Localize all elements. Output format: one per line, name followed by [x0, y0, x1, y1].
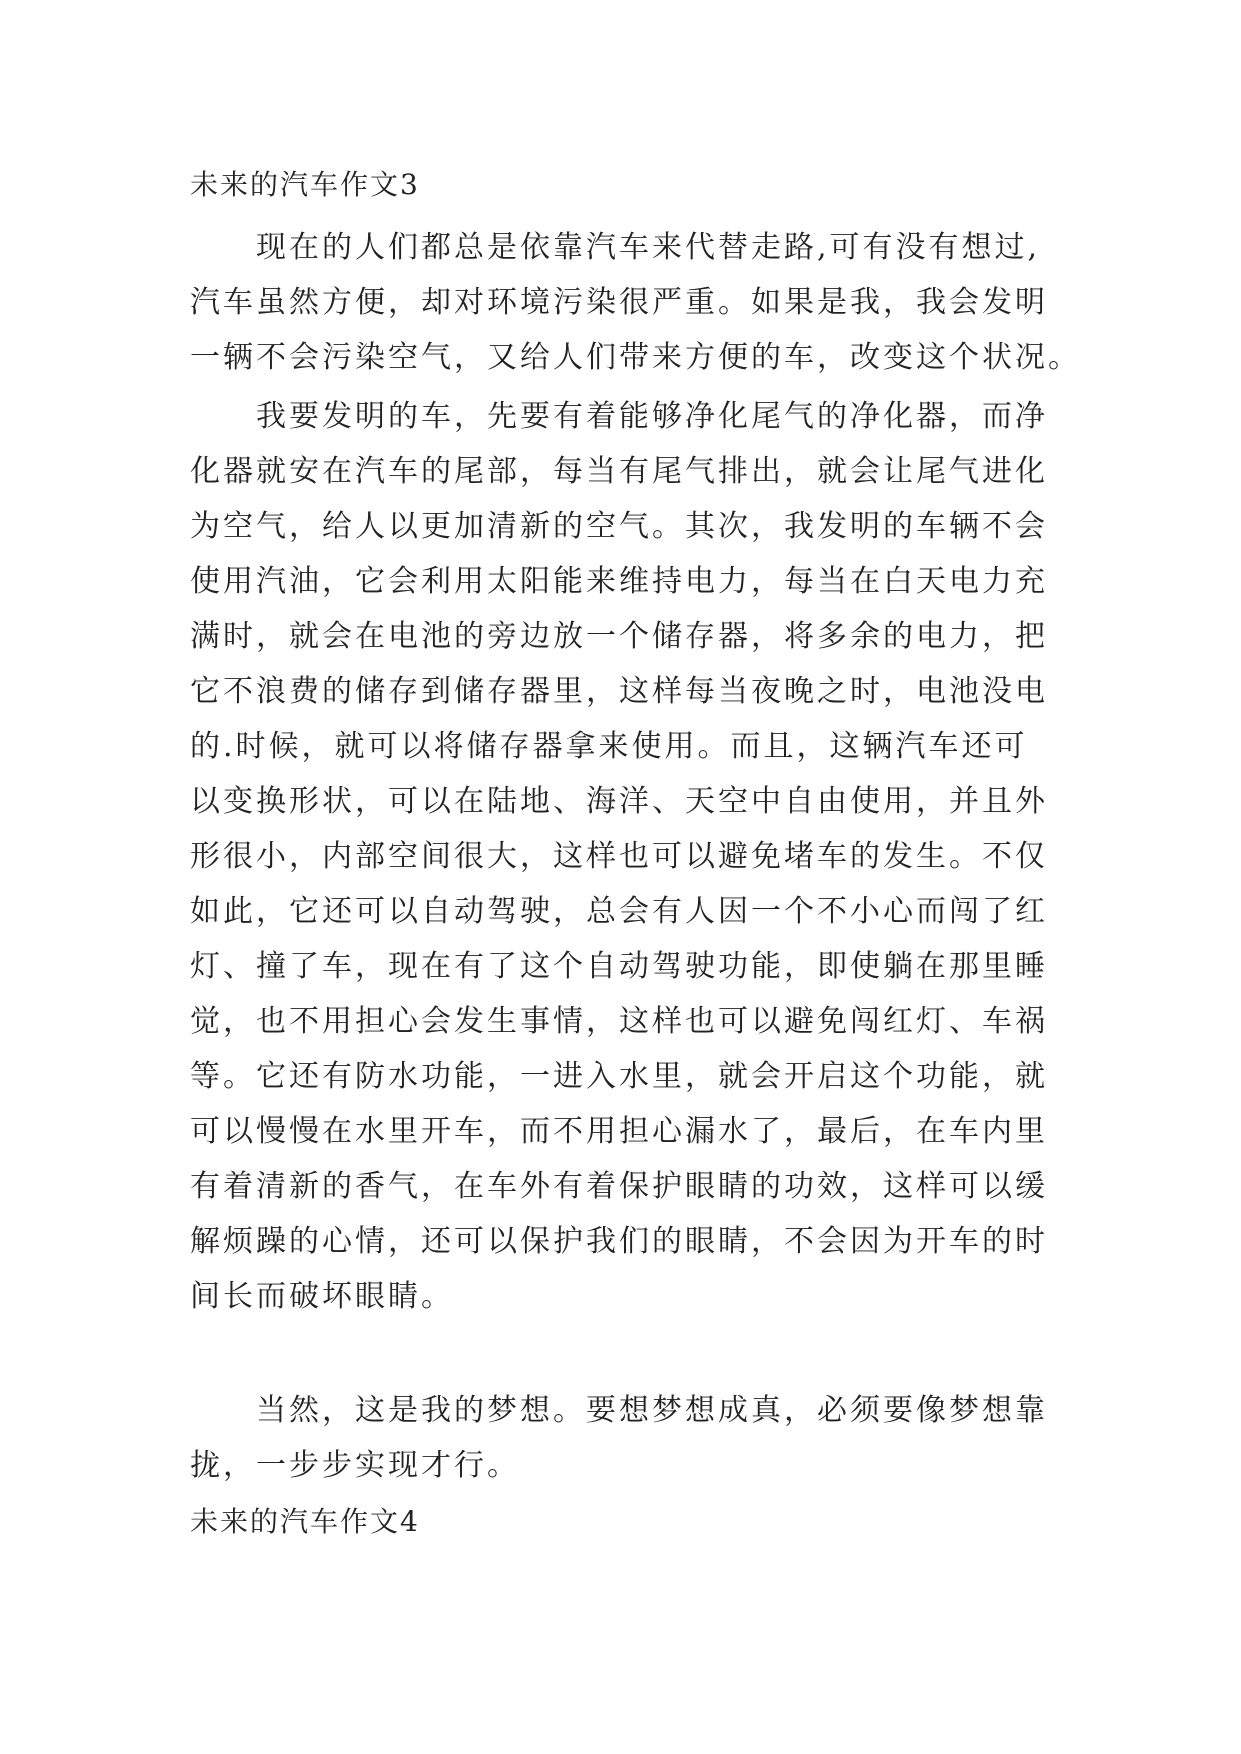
- paragraph-line: 有着清新的香气，在车外有着保护眼睛的功效，这样可以缓: [190, 1169, 1048, 1204]
- paragraph-line: 汽车虽然方便，却对环境污染很严重。如果是我，我会发明: [190, 285, 1048, 320]
- paragraph-line: 为空气，给人以更加清新的空气。其次，我发明的车辆不会: [190, 509, 1048, 544]
- paragraph-line: 满时，就会在电池的旁边放一个储存器，将多余的电力，把: [190, 619, 1048, 654]
- paragraph-line: 的.时候，就可以将储存器拿来使用。而且，这辆汽车还可: [190, 729, 1028, 764]
- paragraph-line: 一辆不会污染空气，又给人们带来方便的车，改变这个状况。: [190, 340, 1081, 375]
- paragraph-line: 觉，也不用担心会发生事情，这样也可以避免闯红灯、车祸: [190, 1004, 1048, 1039]
- paragraph-line: 间长而破坏眼睛。: [190, 1279, 454, 1314]
- paragraph-line: 拢，一步步实现才行。: [190, 1448, 520, 1483]
- paragraph-line: 现在的人们都总是依靠汽车来代替走路,可有没有想过,: [256, 230, 1041, 265]
- paragraph-line: 灯、撞了车，现在有了这个自动驾驶功能，即使躺在那里睡: [190, 949, 1048, 984]
- paragraph-line: 解烦躁的心情，还可以保护我们的眼睛，不会因为开车的时: [190, 1224, 1048, 1259]
- paragraph-line: 我要发明的车，先要有着能够净化尾气的净化器，而净: [256, 399, 1048, 434]
- paragraph-line: 可以慢慢在水里开车，而不用担心漏水了，最后，在车内里: [190, 1114, 1048, 1149]
- paragraph-line: 以变换形状，可以在陆地、海洋、天空中自由使用，并且外: [190, 784, 1048, 819]
- paragraph-line: 如此，它还可以自动驾驶，总会有人因一个不小心而闯了红: [190, 894, 1048, 929]
- paragraph-line: 化器就安在汽车的尾部，每当有尾气排出，就会让尾气进化: [190, 454, 1048, 489]
- essay-heading-4: 未来的汽车作文4: [190, 1505, 420, 1538]
- paragraph-line: 使用汽油，它会利用太阳能来维持电力，每当在白天电力充: [190, 564, 1048, 599]
- essay-heading-3: 未来的汽车作文3: [190, 168, 420, 201]
- paragraph-line: 形很小，内部空间很大，这样也可以避免堵车的发生。不仅: [190, 839, 1048, 874]
- paragraph-line: 等。它还有防水功能，一进入水里，就会开启这个功能，就: [190, 1059, 1048, 1094]
- paragraph-line: 它不浪费的储存到储存器里，这样每当夜晚之时，电池没电: [190, 674, 1048, 709]
- paragraph-line: 当然，这是我的梦想。要想梦想成真，必须要像梦想靠: [256, 1393, 1048, 1428]
